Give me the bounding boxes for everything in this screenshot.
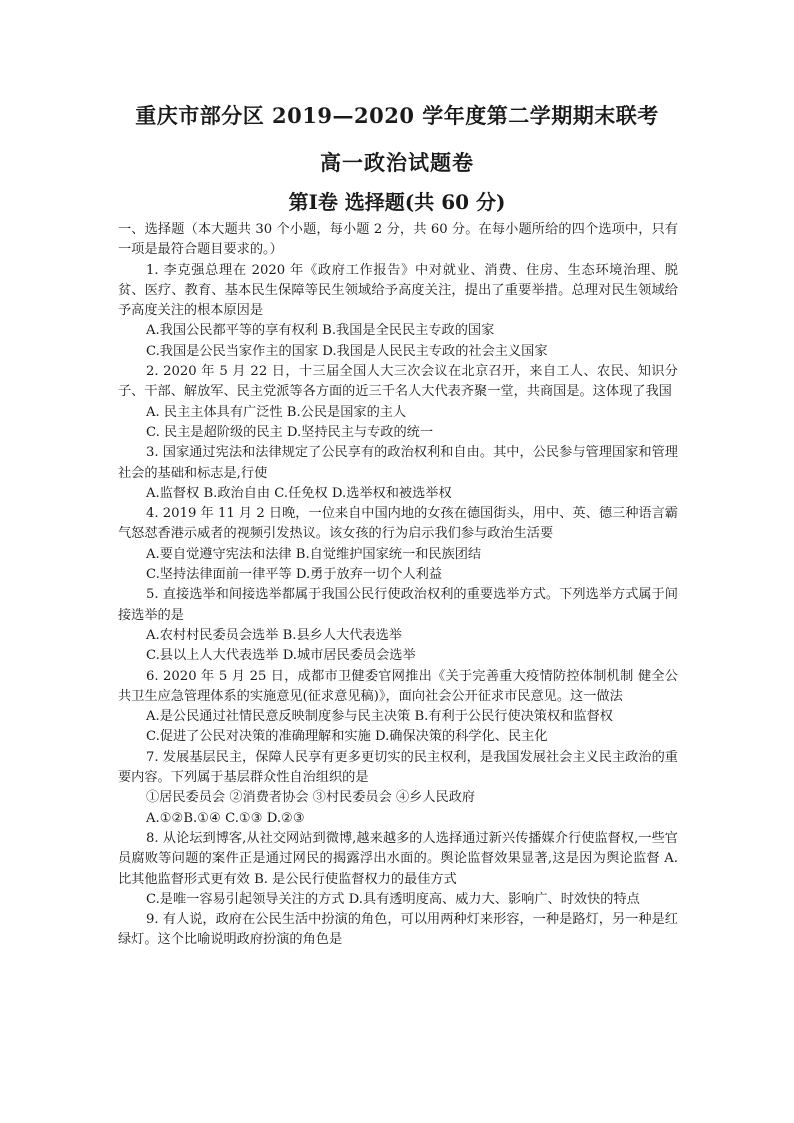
question-body: [118, 220, 678, 951]
question-stem: 3. 国家通过宪法和法律规定了公民享有的政治权利和自由。其中，公民参与管理国家和管理社会的基础和标志是,行使: [118, 445, 678, 481]
question-stem: 7. 发展基层民主，保障人民享有更多更切实的民主权利，是我国发展社会主义民主政治的重要内容。下列属于基层群众性自治组织的是: [118, 749, 678, 786]
question-8: [118, 829, 678, 910]
question-4: [118, 504, 678, 585]
instructions: 一、选择题（本大题共 30 个小题，每小题 2 分，共 60 分。在每小题所给的四个选项中，只有一项是最符合题目要求的。）: [118, 222, 678, 258]
question-options: A.监督权 B.政治自由 C.任免权 D.选举权和被选举权: [146, 485, 452, 501]
question-stem: 2. 2020 年 5 月 22 日，十三届全国人大三次会议在北京召开，来自工人、农民、知识分子、干部、解放军、民主党派等各方面的近三千名人大代表齐聚一堂，共商国是。这体现了我国: [118, 364, 678, 400]
question-options: C. 民主是超阶级的民主 D.坚持民主与专政的统一: [146, 424, 434, 440]
question-stem: 1. 李克强总理在 2020 年《政府工作报告》中对就业、消费、住房、生态环境治理、脱贫、医疗、教育、基本民生保障等民生领域给予高度关注，提出了重要举措。总理对民生领域给予高度关注的根本原因是: [118, 262, 678, 319]
question-options: A. 民主主体具有广泛性 B.公民是国家的主人: [146, 404, 407, 420]
question-options: A.要自觉遵守宪法和法律 B.自觉维护国家统一和民族团结: [146, 546, 482, 562]
question-options: A.是公民通过社情民意反映制度参与民主决策 B.有利于公民行使决策权和监督权: [146, 709, 613, 725]
question-options: C.是唯一容易引起领导关注的方式 D.具有透明度高、威力大、影响广、时效快的特点: [146, 891, 640, 907]
question-6: [118, 667, 678, 748]
question-stem: 9. 有人说，政府在公民生活中扮演的角色，可以用两种灯来形容，一种是路灯，另一种是红绿灯。这个比喻说明政府扮演的角色是: [118, 912, 678, 948]
paper-name: 高一政治试题卷: [320, 150, 474, 175]
question-stem: 5. 直接选举和间接选举都属于我国公民行使政治权利的重要选举方式。下列选举方式属于间接选举的是: [118, 587, 678, 623]
question-options: A.农村村民委员会选举 B.县乡人大代表选举: [146, 627, 402, 643]
question-stem: 4. 2019 年 11 月 2 日晚，一位来自中国内地的女孩在德国街头，用中、英、德三种语言霸气怒怼香港示威者的视频引发热议。该女孩的行为启示我们参与政治生活要: [118, 506, 678, 542]
question-options: A.我国公民都平等的享有权利 B.我国是全民民主专政的国家: [146, 323, 495, 339]
question-options: C.县以上人大代表选举 D.城市居民委员会选举: [146, 648, 416, 664]
question-1: [118, 261, 678, 362]
question-3: [118, 443, 678, 504]
question-options: ①居民委员会 ②消费者协会 ③村民委员会 ④乡人民政府: [146, 790, 476, 806]
section-title: 第Ⅰ卷 选择题(共 60 分): [288, 190, 506, 214]
question-9: [118, 910, 678, 951]
question-stem: 8. 从论坛到博客,从社交网站到微博,越来越多的人选择通过新兴传播媒介行使监督权,一些官员腐败等问题的案件正是通过网民的揭露浮出水面的。舆论监督效果显著,这是因为舆论监督 A.比其他监督形式更有效 B. 是公民行使监督权力的最佳方式: [118, 830, 678, 887]
question-options: C.我国是公民当家作主的国家 D.我国是人民民主专政的社会主义国家: [146, 343, 548, 359]
exam-title: 重庆市部分区 2019—2020 学年度第二学期期末联考: [135, 103, 659, 128]
question-7: [118, 748, 678, 829]
question-5: [118, 585, 678, 666]
question-2: [118, 362, 678, 443]
question-options: C.促进了公民对决策的准确理解和实施 D.确保决策的科学化、民主化: [146, 729, 548, 745]
question-options: C.坚持法律面前一律平等 D.勇于放弃一切个人利益: [146, 567, 443, 583]
question-options: A.①②B.①④ C.①③ D.②③: [146, 810, 305, 826]
question-stem: 6. 2020 年 5 月 25 日，成都市卫健委官网推出《关于完善重大疫情防控体制机制 健全公共卫生应急管理体系的实施意见(征求意见稿)》，面向社会公开征求市民意见。这一做法: [118, 668, 678, 704]
